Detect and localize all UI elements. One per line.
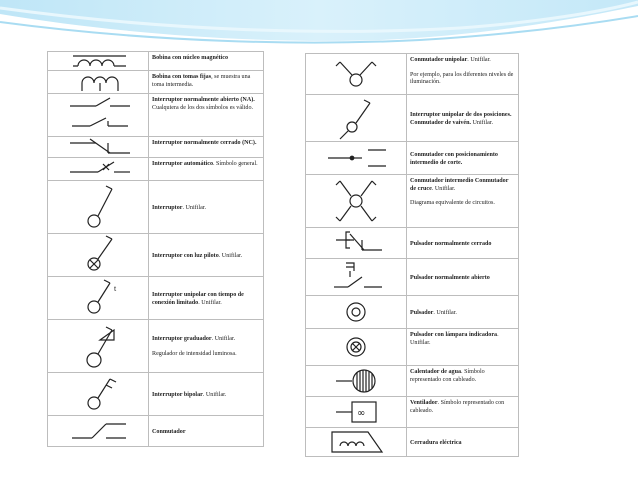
row-title: Conmutador intermedio Conmutador de cruce: [410, 178, 509, 192]
table-row: [48, 416, 264, 447]
switch-two-pos-symbol: [306, 95, 407, 142]
row-title: Interruptor bipolar: [152, 391, 203, 398]
row-title: Conmutador: [152, 428, 186, 435]
list-item: [149, 181, 264, 234]
commutator-cut-symbol: [306, 142, 407, 175]
row-title: Interruptor unipolar de dos posiciones. Conmutador de vaivén.: [410, 111, 512, 126]
list-item: [149, 277, 264, 320]
row-title: Calentador de agua: [410, 369, 462, 375]
row-text: . Unifilar.: [431, 185, 456, 192]
table-row: [48, 158, 264, 181]
pushbutton-symbol: [306, 296, 407, 329]
row-title: Ventilador: [410, 400, 438, 406]
row-text: . Símbolo representado con cableado.: [410, 400, 505, 414]
table-row: [48, 373, 264, 416]
electric-lock-symbol: [306, 428, 407, 457]
row-title: Pulsador con lámpara indicadora: [410, 332, 498, 338]
list-item: [149, 416, 264, 447]
list-item: [407, 397, 519, 428]
list-item: [149, 71, 264, 94]
table-row: [306, 142, 519, 175]
row-text: . Unifilar.: [211, 336, 236, 343]
left-symbol-table: [47, 51, 264, 447]
row-text: . Unifilar.: [218, 252, 243, 259]
commutator-symbol: [48, 416, 149, 447]
row-title: Conmutador con posicionamiento intermedio de corte.: [410, 151, 498, 166]
table-row: [306, 54, 519, 95]
switch-timer-symbol: [48, 277, 149, 320]
svg-text:∞: ∞: [357, 408, 366, 419]
list-item: [407, 142, 519, 175]
list-item: [407, 175, 519, 228]
row-text: . Unifilar.: [198, 299, 222, 306]
row-title: Pulsador: [410, 309, 434, 316]
list-item: [407, 329, 519, 366]
switch-pilot-symbol: [48, 234, 149, 277]
list-item: [149, 52, 264, 71]
table-row: [306, 428, 519, 457]
row-text: . Unifilar.: [182, 204, 206, 211]
row-text: . Unifilar.: [433, 309, 457, 316]
row-extra: Regulador de intensidad luminosa.: [152, 351, 237, 357]
row-text: . Símbolo representado con cableado.: [410, 369, 485, 383]
switch-bipolar-symbol: [48, 373, 149, 416]
pushbutton-no-symbol: [306, 259, 407, 296]
switch-auto-symbol: [48, 158, 149, 181]
switch-nc-symbol: [48, 137, 149, 158]
table-row: [48, 71, 264, 94]
row-text: , se muestra una toma intermedia.: [152, 74, 251, 88]
switch-no-symbol: [48, 94, 149, 137]
right-symbol-table: [305, 53, 519, 457]
pushbutton-lamp-symbol: [306, 329, 407, 366]
row-title: Conmutador unipolar: [410, 57, 468, 63]
list-item: [407, 228, 519, 259]
table-row: [48, 277, 264, 320]
row-title: Pulsador normalmente cerrado: [410, 240, 492, 247]
fan-symbol: [306, 397, 407, 428]
list-item: [149, 320, 264, 373]
list-item: [149, 158, 264, 181]
list-item: [149, 234, 264, 277]
row-text: . Unifilar.: [467, 57, 491, 63]
switch-unifilar-symbol: [48, 181, 149, 234]
row-extra: Diagrama equivalente de circuitos.: [410, 200, 495, 207]
row-title: Cerradura eléctrica: [410, 439, 462, 446]
row-extra: Por ejemplo, para los diferentes niveles de iluminación.: [410, 71, 514, 86]
list-item: [407, 95, 519, 142]
header-wave-banner: [0, 0, 638, 44]
row-text: Unifilar.: [471, 119, 494, 126]
pushbutton-nc-symbol: [306, 228, 407, 259]
coil-core-symbol: [48, 52, 149, 71]
table-row: [306, 366, 519, 397]
table-row: [306, 175, 519, 228]
list-item: [407, 296, 519, 329]
table-row: [48, 137, 264, 158]
list-item: [407, 366, 519, 397]
table-row: [306, 329, 519, 366]
table-row: [48, 234, 264, 277]
table-row: [306, 259, 519, 296]
coil-tapped-symbol: [48, 71, 149, 94]
row-extra: Cualquiera de los dos símbolos es válido.: [152, 104, 254, 111]
row-title: Bobina con tomas fijas: [152, 74, 212, 80]
water-heater-symbol: [306, 366, 407, 397]
row-title: Pulsador normalmente abierto: [410, 274, 490, 281]
dimmer-symbol: [48, 320, 149, 373]
table-row: [48, 181, 264, 234]
row-text: . Unifilar.: [202, 391, 227, 398]
list-item: [407, 259, 519, 296]
list-item: [149, 373, 264, 416]
table-row: [306, 397, 519, 428]
list-item: [407, 54, 519, 95]
table-row: [48, 320, 264, 373]
table-row: [48, 52, 264, 71]
list-item: [149, 137, 264, 158]
row-title: Interruptor graduador: [152, 336, 212, 343]
commutator-unipolar-symbol: [306, 54, 407, 95]
list-item: [407, 428, 519, 457]
svg-text:t: t: [114, 284, 117, 293]
table-row: [306, 296, 519, 329]
list-item: [149, 94, 264, 137]
row-title: Interruptor normalmente cerrado (NC).: [152, 140, 257, 146]
row-title: Interruptor unipolar con tiempo de conexión limitado: [152, 291, 244, 306]
row-text: . Símbolo general.: [213, 161, 258, 167]
row-title: Interruptor normalmente abierto (NA).: [152, 97, 255, 103]
table-row: [48, 94, 264, 137]
table-row: [306, 228, 519, 259]
row-text: . Unifilar.: [410, 332, 499, 346]
row-title: Interruptor: [152, 204, 183, 211]
table-row: [306, 95, 519, 142]
row-title: Interruptor automático: [152, 161, 213, 167]
row-title: Interruptor con luz piloto: [152, 252, 219, 259]
cross-commutator-symbol: [306, 175, 407, 228]
row-title: Bobina con núcleo magnético: [152, 55, 229, 61]
